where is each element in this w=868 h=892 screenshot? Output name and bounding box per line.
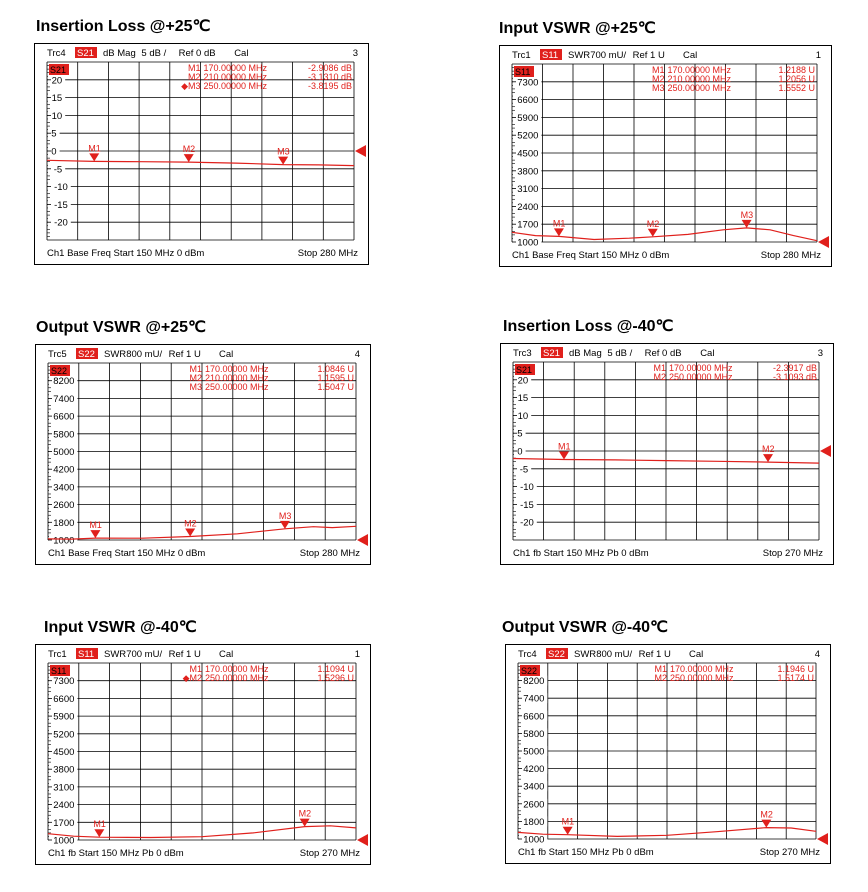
trace-marker-label: M1 [93, 819, 106, 830]
trace-marker-label: M2 [298, 808, 312, 819]
y-tick-label: 6600 [53, 693, 75, 705]
y-tick-label: 3800 [53, 764, 75, 776]
ref-label: Ref 0 dB [644, 348, 682, 359]
y-tick-label: 1800 [523, 816, 545, 828]
ref-label: Ref 1 U [638, 649, 671, 660]
y-tick-label: 0 [517, 446, 523, 458]
y-tick-label: 7300 [53, 676, 75, 688]
y-tick-label: 2600 [523, 799, 545, 811]
y-tick-label: 1000 [517, 237, 539, 249]
y-tick-label: 2400 [517, 201, 539, 213]
marker-table-label: M2 [189, 373, 202, 383]
y-tick-label: 1800 [53, 517, 75, 529]
chart-svg-1 [35, 44, 368, 264]
y-tick-label: 3400 [53, 482, 75, 494]
marker-table-value: 1.5552 U [778, 83, 815, 93]
trace-marker [763, 454, 773, 462]
y-tick-label: 20 [517, 375, 529, 387]
y-tick-label: 10 [517, 410, 529, 422]
y-tick-label: -15 [520, 499, 534, 511]
marker-table-value: 1.5047 U [317, 382, 354, 392]
scale-label: 800 mU/ [596, 649, 633, 660]
y-tick-label: -10 [520, 482, 534, 494]
chart-title-2: Input VSWR @+25℃ [499, 20, 656, 37]
marker-table-frequency: 250.00000 MHz [667, 83, 732, 93]
y-tick-label: 1000 [53, 835, 75, 847]
marker-table-frequency: 170.00000 MHz [205, 364, 269, 374]
y-tick-label: 4200 [53, 464, 75, 476]
ref-label: Ref 1 U [168, 649, 201, 660]
param-label: S11 [78, 649, 95, 660]
marker-table-frequency: 210.00000 MHz [205, 373, 269, 383]
channel-number: 4 [814, 649, 820, 660]
trace-marker-label: M2 [646, 218, 660, 229]
reference-level-marker [820, 445, 831, 457]
y-tick-label: 5200 [53, 729, 75, 741]
channel-number: 4 [354, 349, 360, 360]
y-tick-label: 7400 [53, 393, 75, 405]
trace-name: Trc1 [48, 649, 67, 660]
trace-marker [278, 157, 288, 165]
trace-marker [94, 829, 104, 837]
trace-marker-label: M1 [561, 816, 575, 827]
trace-name: Trc4 [47, 48, 66, 59]
format-label: dB Mag [569, 348, 602, 359]
marker-table-label: M2 [653, 372, 666, 382]
y-tick-label: 3800 [517, 166, 539, 178]
y-tick-label: 1700 [53, 817, 75, 829]
y-tick-label: 5200 [517, 130, 539, 142]
y-tick-label: 6600 [517, 95, 539, 107]
scale-label: 700 mU/ [590, 50, 627, 61]
y-tick-label: 3100 [53, 782, 75, 794]
marker-table-value: -2.9086 dB [307, 63, 352, 73]
marker-table-label: M1 [651, 65, 665, 75]
channel-number: 3 [817, 348, 823, 359]
y-tick-label: 5 [517, 428, 523, 440]
marker-table-label: M1 [654, 664, 667, 674]
ref-label: Ref 0 dB [178, 48, 216, 59]
reference-level-marker [818, 236, 829, 248]
chart-title-5: Input VSWR @-40℃ [44, 619, 197, 636]
plot-param-label: S21 [516, 365, 533, 375]
footer-stop: Stop 280 MHz [297, 248, 358, 259]
y-tick-label: 3100 [517, 184, 539, 196]
marker-table-frequency: 250.00000 MHz [203, 81, 268, 91]
plot-param-label: S22 [521, 666, 538, 676]
trace-marker-label: M1 [558, 441, 571, 452]
marker-table-label: M2 [654, 673, 667, 683]
marker-table-frequency: 210.00000 MHz [667, 74, 732, 84]
y-tick-label: 6600 [523, 711, 545, 723]
y-tick-label: 4500 [517, 148, 539, 160]
reference-level-marker [817, 833, 828, 845]
trace-marker-label: M3 [740, 209, 754, 220]
marker-table-value: -3.8195 dB [307, 81, 352, 91]
y-tick-label: -15 [54, 199, 68, 211]
chart-svg-5 [36, 645, 370, 864]
marker-table-label: M1 [653, 363, 666, 373]
marker-table-value: 1.5296 U [317, 673, 354, 683]
marker-table-frequency: 170.00000 MHz [667, 65, 732, 75]
marker-table-value: 1.0846 U [317, 364, 354, 374]
trace-marker [554, 228, 564, 236]
param-label: S22 [548, 649, 565, 660]
chart-svg-3 [36, 345, 370, 564]
chart-svg-6 [506, 645, 830, 863]
y-tick-label: 8200 [523, 676, 545, 688]
trace-marker-label: M3 [277, 146, 290, 157]
marker-table-value: -3.1093 dB [772, 372, 817, 382]
y-tick-label: -5 [519, 464, 529, 476]
channel-number: 1 [354, 649, 360, 660]
cal-label: Cal [700, 348, 715, 359]
ref-label: Ref 1 U [168, 349, 201, 360]
marker-table-label: M3 [189, 382, 202, 392]
y-tick-label: 8200 [53, 376, 75, 388]
y-tick-label: 5800 [53, 429, 75, 441]
param-label: S11 [542, 50, 559, 61]
format-label: SWR [568, 50, 591, 61]
marker-table-value: 1.2188 U [778, 65, 815, 75]
cal-label: Cal [219, 649, 234, 660]
trace-name: Trc3 [513, 348, 532, 359]
trace-marker [90, 530, 100, 538]
y-tick-label: 15 [51, 93, 63, 105]
plot-param-label: S21 [50, 65, 67, 75]
marker-table-value: -2.3917 dB [772, 363, 817, 373]
marker-table-label: M1 [187, 63, 201, 73]
y-tick-label: 10 [51, 110, 63, 122]
y-tick-label: 7400 [523, 693, 545, 705]
trace-name: Trc5 [48, 349, 67, 360]
y-tick-label: 15 [517, 393, 529, 405]
plot-param-label: S11 [515, 67, 531, 77]
marker-table-frequency: 250.00000 MHz [670, 673, 734, 683]
footer-start: Ch1 Base Freq Start 150 MHz 0 dBm [512, 250, 670, 261]
marker-table-value: 1.2056 U [778, 74, 815, 84]
format-label: SWR [104, 349, 127, 360]
y-tick-label: 2600 [53, 500, 75, 512]
scale-label: 800 mU/ [126, 349, 163, 360]
trace-marker-label: M2 [762, 444, 775, 455]
y-tick-label: 4200 [523, 764, 545, 776]
cal-label: Cal [683, 50, 698, 61]
footer-start: Ch1 fb Start 150 MHz Pb 0 dBm [513, 548, 649, 559]
marker-table-label: M1 [189, 664, 202, 674]
trace-marker [280, 521, 290, 529]
y-tick-label: 1000 [53, 535, 75, 547]
trace-marker [89, 153, 99, 161]
footer-stop: Stop 280 MHz [760, 250, 821, 261]
marker-table-value: 1.5174 U [777, 673, 814, 683]
cal-label: Cal [234, 48, 249, 59]
trace-marker-label: M1 [88, 143, 101, 154]
footer-stop: Stop 270 MHz [759, 847, 820, 858]
reference-level-marker [357, 834, 368, 846]
chart-svg-4 [501, 344, 833, 564]
y-tick-label: 2400 [53, 800, 75, 812]
cal-label: Cal [219, 349, 234, 360]
chart-svg-2 [500, 46, 831, 266]
y-tick-label: 3400 [523, 781, 545, 793]
chart-title-1: Insertion Loss @+25℃ [36, 18, 211, 35]
marker-table-label: M2 [187, 72, 201, 82]
y-tick-label: 7300 [517, 77, 539, 89]
y-tick-label: -10 [54, 182, 68, 194]
scale-label: 5 dB / [141, 48, 167, 59]
trace-marker [563, 827, 573, 835]
marker-table-label: M1 [189, 364, 202, 374]
trace-marker [185, 528, 195, 536]
marker-table-frequency: 250.00000 MHz [205, 673, 269, 683]
chart-frame-4 [500, 343, 834, 565]
format-label: dB Mag [103, 48, 136, 59]
chart-title-4: Insertion Loss @-40℃ [503, 318, 674, 335]
y-tick-label: 20 [51, 75, 63, 87]
plot-param-label: S11 [51, 666, 67, 676]
marker-table-label: M3 [651, 83, 665, 93]
trace-marker [648, 229, 658, 237]
marker-table-frequency: 210.00000 MHz [203, 72, 268, 82]
marker-table-label: ◆M2 [182, 673, 202, 683]
trace-marker-label: M3 [278, 510, 292, 521]
y-tick-label: 5900 [53, 711, 75, 723]
footer-start: Ch1 Base Freq Start 150 MHz 0 dBm [47, 248, 205, 259]
y-tick-label: 5000 [53, 447, 75, 458]
chart-frame-5 [35, 644, 371, 865]
channel-number: 1 [815, 50, 821, 61]
y-tick-label: 5900 [517, 112, 539, 124]
y-tick-label: 4500 [53, 747, 75, 758]
trace-marker [184, 154, 194, 162]
ref-label: Ref 1 U [632, 50, 665, 61]
trace-marker-label: M2 [760, 809, 773, 820]
marker-table-value: 1.1595 U [317, 373, 354, 383]
marker-table-value: 1.1094 U [317, 664, 354, 674]
param-label: S22 [78, 349, 95, 360]
marker-table-value: -3.1310 dB [307, 72, 352, 82]
scale-label: 5 dB / [607, 348, 633, 359]
chart-frame-1 [34, 43, 369, 265]
footer-stop: Stop 280 MHz [299, 548, 360, 559]
marker-table-frequency: 170.00000 MHz [205, 664, 269, 674]
plot-param-label: S22 [51, 366, 68, 376]
footer-start: Ch1 Base Freq Start 150 MHz 0 dBm [48, 548, 206, 559]
param-label: S21 [543, 348, 560, 359]
marker-table-label: ◆M3 [181, 81, 201, 91]
marker-table-label: M2 [651, 74, 665, 84]
marker-table-frequency: 170.00000 MHz [670, 664, 734, 674]
marker-table-frequency: 170.00000 MHz [669, 363, 733, 373]
trace-marker-label: M1 [89, 520, 102, 531]
trace-marker-label: M2 [182, 144, 196, 155]
marker-table-frequency: 170.00000 MHz [203, 63, 268, 73]
cal-label: Cal [689, 649, 704, 660]
reference-level-marker [357, 534, 368, 546]
trace-marker-label: M2 [184, 518, 197, 529]
scale-label: 700 mU/ [126, 649, 163, 660]
chart-frame-6 [505, 644, 831, 864]
y-tick-label: 6600 [53, 411, 75, 423]
format-label: SWR [574, 649, 597, 660]
trace-marker [559, 452, 569, 460]
footer-start: Ch1 fb Start 150 MHz Pb 0 dBm [518, 847, 654, 858]
y-tick-label: 1700 [517, 219, 539, 231]
footer-start: Ch1 fb Start 150 MHz Pb 0 dBm [48, 848, 184, 859]
y-tick-label: -20 [520, 517, 534, 529]
trace-marker-label: M1 [552, 218, 566, 229]
y-tick-label: 1000 [523, 834, 545, 846]
trace-marker [761, 820, 771, 828]
chart-title-3: Output VSWR @+25℃ [36, 319, 207, 336]
y-tick-label: 0 [51, 146, 57, 158]
chart-frame-3 [35, 344, 371, 565]
footer-stop: Stop 270 MHz [299, 848, 360, 859]
y-tick-label: -20 [54, 217, 68, 229]
chart-title-6: Output VSWR @-40℃ [502, 619, 669, 636]
param-label: S21 [77, 48, 94, 59]
chart-frame-2 [499, 45, 832, 267]
y-tick-label: 5 [51, 128, 57, 140]
trace-name: Trc1 [512, 50, 531, 61]
marker-table-frequency: 250.00000 MHz [205, 382, 269, 392]
footer-stop: Stop 270 MHz [762, 548, 823, 559]
format-label: SWR [104, 649, 127, 660]
y-tick-label: 5800 [523, 728, 545, 740]
trace-name: Trc4 [518, 649, 537, 660]
channel-number: 3 [352, 48, 358, 59]
marker-table-value: 1.1946 U [777, 664, 814, 674]
marker-table-frequency: 250.00000 MHz [669, 372, 733, 382]
y-tick-label: 5000 [523, 746, 545, 758]
reference-level-marker [355, 145, 366, 157]
y-tick-label: -5 [53, 164, 63, 176]
